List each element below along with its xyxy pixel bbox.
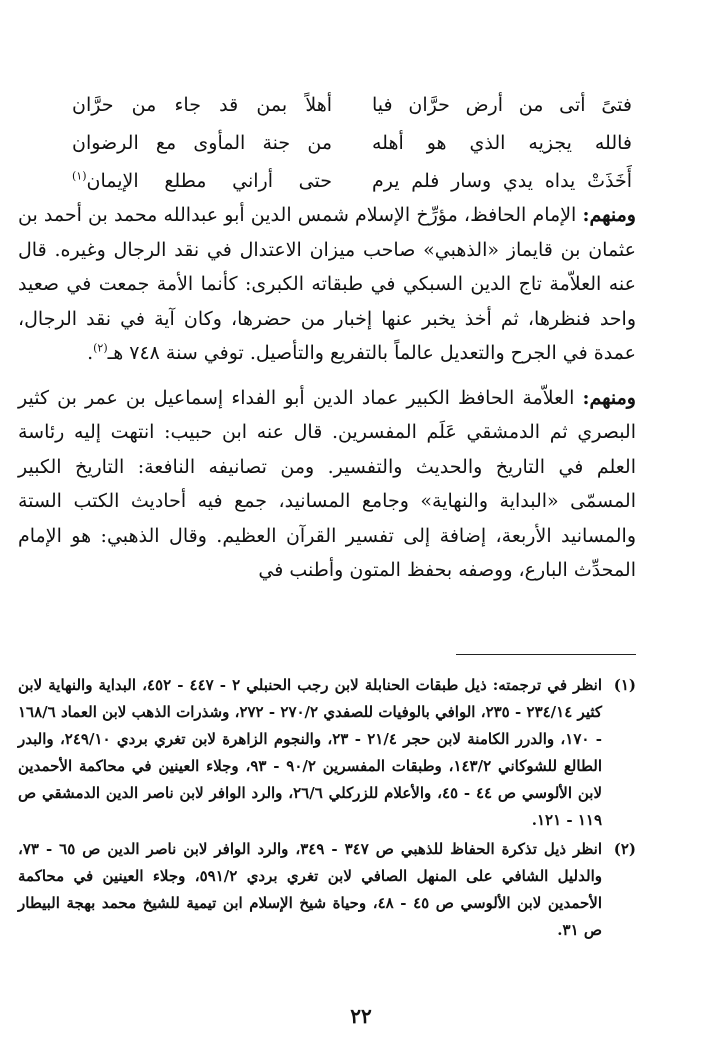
footnote-text: انظر في ترجمته: ذيل طبقات الحنابلة لابن رجب الحنبلي ٢ - ٤٤٧ - ٤٥٢، البداية والنهاية لابن كثير ٢٣٤/١٤ - ٢٣٥، الوافي بالوفيات للصفدي ٢٧٠/٢ - ٢٧٢، وشذرات الذهب لابن العماد ١٦٨/٦ - ١٧٠، والدرر الكامنة لابن حجر ٢١/٤ - ٢٣، والنجوم الزاهرة لابن تغري بردي ٢٤٩/١٠، والبدر الطالع للشوكاني ١٤٣/٢، وطبقات المفسرين ٩٠/٢ - ٩٣، وجلاء العينين في محاكمة الأحمدين لابن الألوسي ص ٤٤ - ٤٥، والأعلام للزركلي ٢٦/٦، والرد الوافر لابن ناصر الدين الدمشقي ص ١١٩ - ١٢١.	[18, 676, 603, 829]
footnote-number: (٢)	[613, 840, 636, 858]
footnotes	[18, 672, 636, 944]
footnote-text: انظر ذيل تذكرة الحفاظ للذهبي ص ٣٤٧ - ٣٤٩، والرد الوافر لابن ناصر الدين ص ٦٥ - ٧٣، والدليل الشافي على المنهل الصافي لابن تغري بردي ٥٩١/٢، وجلاء العينين في محاكمة الأحمدين لابن الألوسي ص ٤٥ - ٤٨، وحياة شيخ الإسلام ابن تيمية للشيخ محمد بهجة البيطار ص ٣١.	[18, 840, 603, 939]
footnote-number: (١)	[613, 676, 636, 694]
paragraph-text: الإمام الحافظ، مؤرِّخ الإسلام شمس الدين أبو عبدالله محمد بن أحمد بن عثمان بن قايماز «الذهبي» صاحب ميزان الاعتدال في نقد الرجال وغيره. قال عنه العلاّمة تاج الدين السبكي في طبقاته الكبرى: كأنما الأمة جمعت في صعيد واحد فنظرها، ثم أخذ يخبر عنها إخبار من حضرها، وكان آية في نقد الرجال، عمدة في الجرح والتعديل عالماً بالتفريع والتأصيل. توفي سنة ٧٤٨ هـ	[18, 204, 636, 364]
footnote-1	[18, 672, 636, 834]
paragraph-dhahabi	[18, 198, 636, 371]
footnote-separator	[456, 654, 636, 655]
verse-1-first-hemistich: فتىً أتى من أرض حرَّان فيا	[372, 94, 632, 116]
verse-3	[72, 162, 632, 200]
verse-2	[72, 124, 632, 162]
footnote-2	[18, 836, 636, 944]
verse-2-second-hemistich: من جنة المأوى مع الرضوان	[72, 132, 332, 154]
verse-3-second-hemistich	[72, 162, 332, 200]
paragraph-lead: ومنهم:	[582, 204, 636, 226]
poem-block	[72, 86, 632, 200]
verse-2-first-hemistich: فالله يجزيه الذي هو أهله	[372, 132, 632, 154]
paragraph-lead: ومنهم:	[582, 386, 636, 409]
paragraph-tail: .	[87, 342, 94, 364]
paragraph-ibn-kathir	[18, 381, 636, 588]
body-text	[18, 198, 636, 588]
footnote-ref-1: (١)	[72, 169, 87, 183]
verse-1-second-hemistich: أهلاً بمن قد جاء من حرَّان	[72, 94, 332, 116]
footnote-ref-2: (٢)	[93, 341, 108, 355]
verse-1	[72, 86, 632, 124]
paragraph-text: العلاّمة الحافظ الكبير عماد الدين أبو الفداء إسماعيل بن عمر بن كثير البصري ثم الدمشقي عَلَم المفسرين. قال عنه ابن حبيب: انتهت إليه رئاسة العلم في التاريخ والحديث والتفسير. ومن تصانيفه النافعة: التاريخ الكبير المسمّى «البداية والنهاية» وجامع المسانيد، جمع فيه أحاديث الكتب الستة والمسانيد الأربعة، إضافة إلى تفسير القرآن العظيم. وقال الذهبي: هو الإمام المحدِّث البارع، ووصفه بحفظ المتون وأطنب في	[18, 386, 636, 581]
verse-3-first-hemistich: أَخَذَتْ يداه يدي وسار فلم يرم	[372, 170, 632, 192]
verse-3-second-hemistich-text: حتى أراني مطلع الإيمان	[86, 170, 332, 192]
page-number: ٢٢	[350, 1004, 372, 1028]
